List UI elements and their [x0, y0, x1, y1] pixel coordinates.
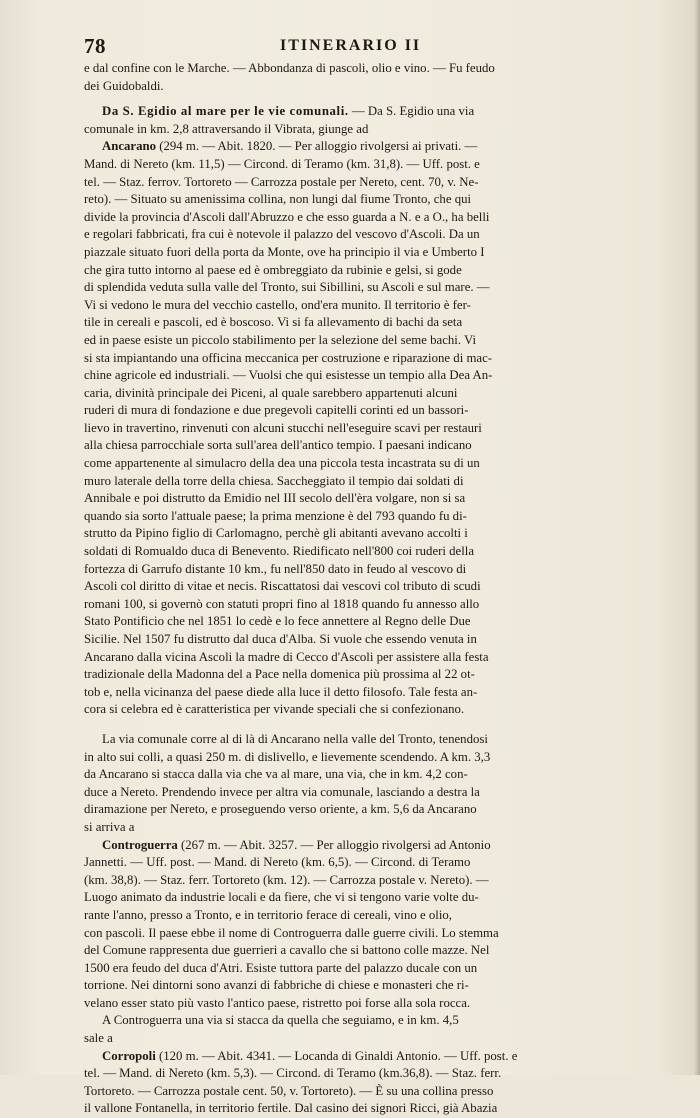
text-line: cora si celebra ed è caratteristica per vivande speciali che si confezionano.	[84, 702, 465, 717]
running-head: ITINERARIO II	[280, 37, 422, 54]
text-line: Annibale e poi distrutto da Emidio nel III secolo dell'èra volgare, non si sa	[84, 491, 466, 506]
text-line: chine agricole ed industriali. — Vuolsi che qui esistesse un tempio alla Dea An-	[84, 368, 493, 383]
text-line: alla chiesa parrocchiale sorta sull'area dell'antico tempio. I paesani indicano	[84, 438, 472, 453]
text-line: fortezza di Garrufo distante 10 km., fu nell'850 dato in feudo al vescovo di	[84, 561, 467, 576]
text-line: tile in cereali e pascoli, ed è boscoso. Vi si fa allevamento di bachi da seta	[84, 315, 463, 330]
text-line: comunale in km. 2,8 attraversando il Vibrata, giunge ad	[84, 121, 369, 136]
text-line: ed in paese esiste un piccolo stabilimento per la selezione del seme bachi. Vi	[84, 332, 477, 347]
text-line: Jannetti. — Uff. post. — Mand. di Nereto (km. 6,5). — Circond. di Teramo	[84, 855, 471, 870]
paragraph-gap	[84, 719, 680, 731]
page-gutter-shadow	[694, 0, 700, 1075]
entry-first-line	[84, 837, 680, 855]
text-line: il vallone Fontanella, in territorio fertile. Dal casino dei signori Ricci, già Abazia	[84, 1101, 498, 1116]
text-line: del Comune rappresenta due guerrieri a cavallo che si battono colle mazze. Nel	[84, 943, 490, 958]
text-line: muro laterale della torre della chiesa. Saccheggiato il tempio dai soldati di	[84, 473, 464, 488]
text-line: Sicilie. Nel 1507 fu distrutto dal duca d'Alba. Si vuole che essendo venuta in	[84, 632, 477, 646]
text-line: Ancarano dalla vicina Ascoli la madre di Cecco d'Ascoli per assistere alla festa	[84, 649, 489, 664]
text-line: che gira tutto intorno al paese ed è ombreggiato da rubinie e gelsi, si gode	[84, 262, 462, 277]
text-line: La via comunale corre al di là di Ancarano nella valle del Tronto, tenendosi	[102, 731, 488, 746]
text-line: Vi si vedono le mura del vecchio castello, ond'era munito. Il territorio è fer-	[84, 297, 471, 312]
place-name-controguerra: Controguerra	[102, 837, 178, 852]
text-line: e dal confine con le Marche. — Abbondanza di pascoli, olio e vino. — Fu feudo	[84, 61, 495, 75]
text-line: diramazione per Nereto, e proseguendo verso oriente, a km. 5,6 da Ancarano	[84, 802, 477, 817]
entry-first-rest: (267 m. — Abit. 3257. — Per alloggio rivolgersi ad Antonio	[177, 837, 491, 852]
place-name-corropoli: Corropoli	[102, 1048, 156, 1063]
text-line: in alto sui colli, a quasi 250 m. di dislivello, e lievemente scendendo. A km. 3,3	[84, 749, 491, 764]
text-line: velano esser stato più vasto l'antico paese, ristretto poi forse alla sola rocca.	[84, 995, 471, 1010]
text-line: torrione. Nei dintorni sono avanzi di fabbriche di chiese e monasteri che ri-	[84, 978, 469, 993]
text-line: Mand. di Nereto (km. 11,5) — Circond. di Teramo (km. 31,8). — Uff. post. e	[84, 156, 480, 171]
text-line: reto). — Situato su amenissima collina, non lungi dal fiume Tronto, che qui	[84, 192, 472, 207]
text-line: caria, divinità principale dei Piceni, al quale sarebbero appartenuti alcuni	[84, 385, 458, 400]
section-heading-rest: — Da S. Egidio una via	[348, 104, 475, 119]
entry-corropoli	[84, 1048, 680, 1118]
entry-first-rest: (120 m. — Abit. 4341. — Locanda di Ginaldi Antonio. — Uff. post. e	[155, 1048, 518, 1063]
text-line: lievo in travertino, rinvenuti con alcuni stucchi nell'eseguire scavi per restauri	[84, 420, 482, 435]
text-line: strutto da Pipino figlio di Carlomagno, perchè gli abitanti avevano accolti i	[84, 526, 468, 541]
section-heading-line	[84, 103, 680, 121]
page-body	[84, 60, 680, 1118]
section-route-heading-paragraph	[84, 103, 680, 138]
text-line: quando sia sorto l'attuale paese; la prima menzione è del 793 quando fu di-	[84, 508, 467, 523]
entry-ancarano	[84, 138, 680, 719]
text-line: soldati di Romualdo duca di Benevento. Riedificato nell'800 coi ruderi della	[84, 544, 475, 559]
text-line: 1500 era feudo del duca d'Atri. Esiste tuttora parte del palazzo ducale con un	[84, 960, 478, 975]
text-line: (km. 38,8). — Staz. ferr. Tortoreto (km. 12). — Carrozza postale v. Nereto). —	[84, 872, 489, 887]
text-line: come appartenente al simulacro della dea una piccola testa incastrata su di un	[84, 456, 480, 471]
text-line: A Controguerra una via si stacca da quella che seguiamo, e in km. 4,5	[102, 1013, 459, 1028]
text-line: Ascoli col diritto di vitae et necis. Riscattatosi dai vescovi col tributo di scudi	[84, 579, 481, 594]
text-line: si arriva a	[84, 819, 135, 834]
entry-first-line	[84, 138, 680, 156]
section-heading: Da S. Egidio al mare per le vie comunali.	[102, 104, 349, 119]
text-line: si sta impiantando una officina meccanica per costruzione e riparazione di mac-	[84, 350, 493, 365]
text-line: ruderi di mura di fondazione e due pregevoli capitelli corinti ed un bassori-	[84, 403, 469, 418]
entry-first-line	[84, 1048, 680, 1066]
text-line: divide la provincia d'Ascoli dall'Abruzzo e che esso guarda a N. e a O., ha belli	[84, 209, 490, 224]
text-line: di splendida veduta sulla valle del Tronto, sui Sibillini, su Ascoli e sul mare. —	[84, 280, 490, 295]
text-line: duce a Nereto. Prendendo invece per altra via comunale, lasciando a destra la	[84, 784, 480, 799]
text-line: sale a	[84, 1031, 113, 1046]
paragraph-via-comunale	[84, 731, 680, 837]
intro-paragraph	[84, 60, 680, 95]
text-line: Stato Pontificio che nel 1851 lo cedè e lo fece annettere al Regno delle Due	[84, 614, 471, 629]
paragraph-gap	[84, 95, 680, 103]
text-line: Luogo animato da industrie locali e da fiere, che vi si tengono varie volte du-	[84, 890, 479, 905]
page-header	[84, 34, 680, 56]
place-name-ancarano: Ancarano	[102, 139, 157, 154]
text-line: tel. — Mand. di Nereto (km. 5,3). — Circond. di Teramo (km.36,8). — Staz. ferr.	[84, 1066, 502, 1081]
text-line: tel. — Staz. ferrov. Tortoreto — Carrozza postale per Nereto, cent. 70, v. Ne-	[84, 174, 479, 189]
text-line: dei Guidobaldi.	[84, 78, 164, 93]
text-line: rante l'anno, presso a Tronto, e in territorio ferace di cereali, vino e olio,	[84, 907, 452, 922]
text-line: tob e, nella vicinanza del paese diede alla luce il detto filosofo. Tale festa an-	[84, 684, 478, 699]
entry-first-rest: (294 m. — Abit. 1820. — Per alloggio rivolgersi ai privati. —	[156, 139, 478, 154]
text-line: piazzale situato fuori della porta da Monte, ove ha principio il via e Umberto I	[84, 244, 485, 259]
text-line: Tortoreto. — Carrozza postale cent. 50, v. Tortoreto). — È su una collina presso	[84, 1083, 494, 1098]
text-line: da Ancarano si stacca dalla via che va al mare, una via, che in km. 4,2 con-	[84, 767, 468, 782]
text-line: tradizionale della Madonna del a Pace nella domenica più prossima al 22 ot-	[84, 667, 475, 682]
text-line: e regolari fabbricati, fra cui è notevole il palazzo del vescovo d'Ascoli. Da un	[84, 227, 480, 242]
page-number: 78	[84, 34, 106, 58]
entry-controguerra	[84, 837, 680, 1048]
text-line: romani 100, si governò con statuti propri fino al 1818 quando fu annesso allo	[84, 596, 480, 611]
text-line: con pascoli. Il paese ebbe il nome di Controguerra dalle guerre civili. Lo stemma	[84, 925, 499, 940]
